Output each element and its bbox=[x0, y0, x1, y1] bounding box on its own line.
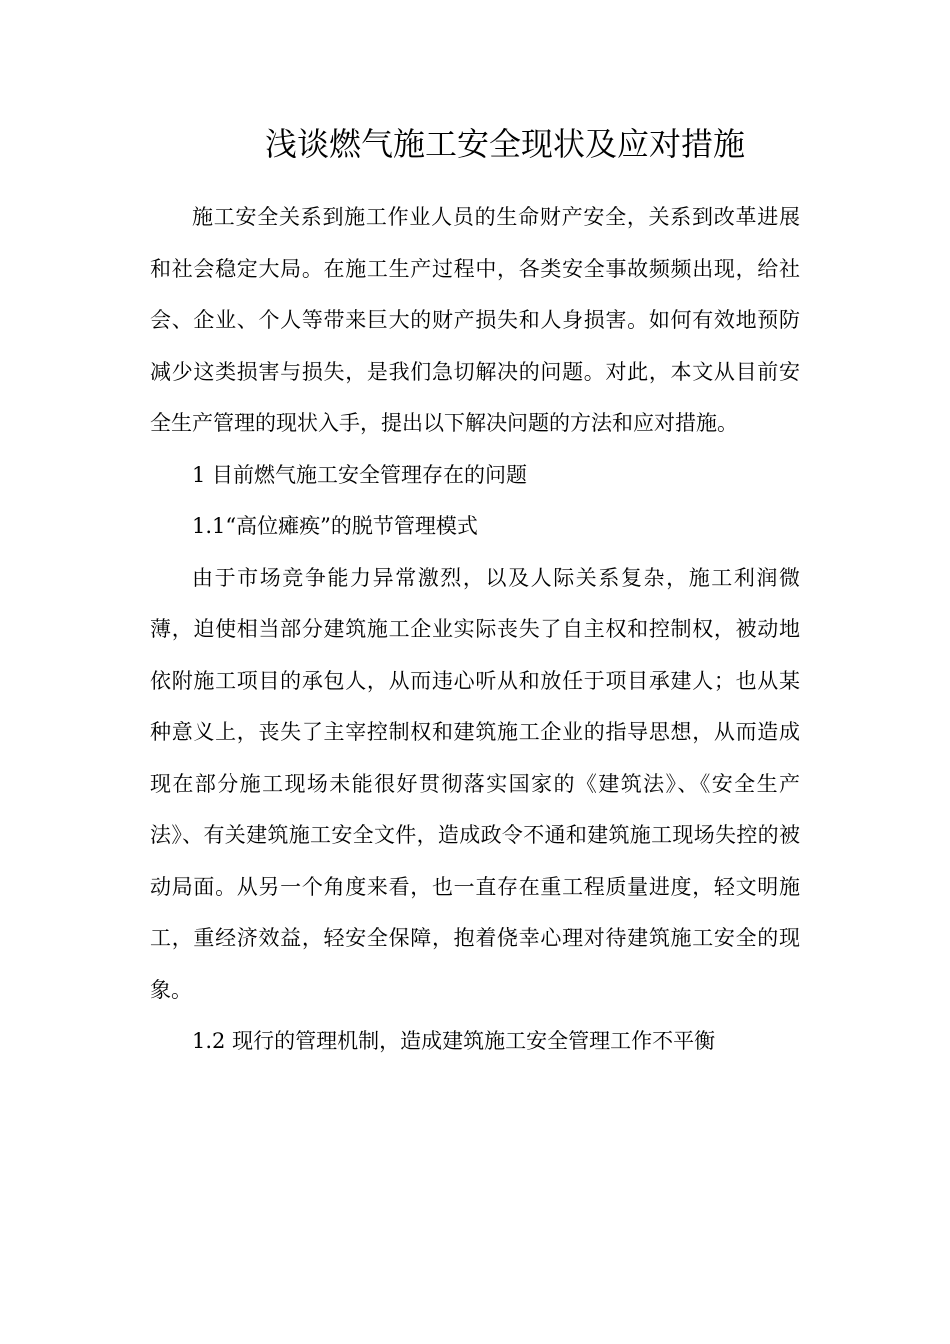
subsection-heading-1-1: 1.1“高位瘫痪”的脱节管理模式 bbox=[192, 514, 478, 538]
document-title: 浅谈燃气施工安全现状及应对措施 bbox=[264, 125, 745, 163]
subsection-heading-1-2: 1.2 现行的管理机制，造成建筑施工安全管理工作不平衡 bbox=[192, 1029, 716, 1053]
body-paragraph: 由于市场竞争能力异常激烈，以及人际关系复杂，施工利润微薄，迫使相当部分建筑施工企业实际丧失了自主权和控制权，被动地依附施工项目的承包人，从而违心听从和放任于项目承建人；也从某种意义上，丧失了主宰控制权和建筑施工企业的指导思想，从而造成现在部分施工现场未能很好贯彻落实国家的《建筑法》、《安全生产法》、有关建筑施工安全文件，造成政令不通和建筑施工现场失控的被动局面。从另一个角度来看，也一直存在重工程质量进度，轻文明施工，重经济效益，轻安全保障，抱着侥幸心理对待建筑施工安全的现象。 bbox=[150, 565, 800, 1002]
intro-paragraph: 施工安全关系到施工作业人员的生命财产安全，关系到改革进展和社会稳定大局。在施工生产过程中，各类安全事故频频出现，给社会、企业、个人等带来巨大的财产损失和人身损害。如何有效地预防减少这类损害与损失，是我们急切解决的问题。对此，本文从目前安全生产管理的现状入手，提出以下解决问题的方法和应对措施。 bbox=[150, 205, 800, 435]
document-body bbox=[150, 192, 800, 1068]
section-heading-1: 1 目前燃气施工安全管理存在的问题 bbox=[192, 462, 528, 487]
